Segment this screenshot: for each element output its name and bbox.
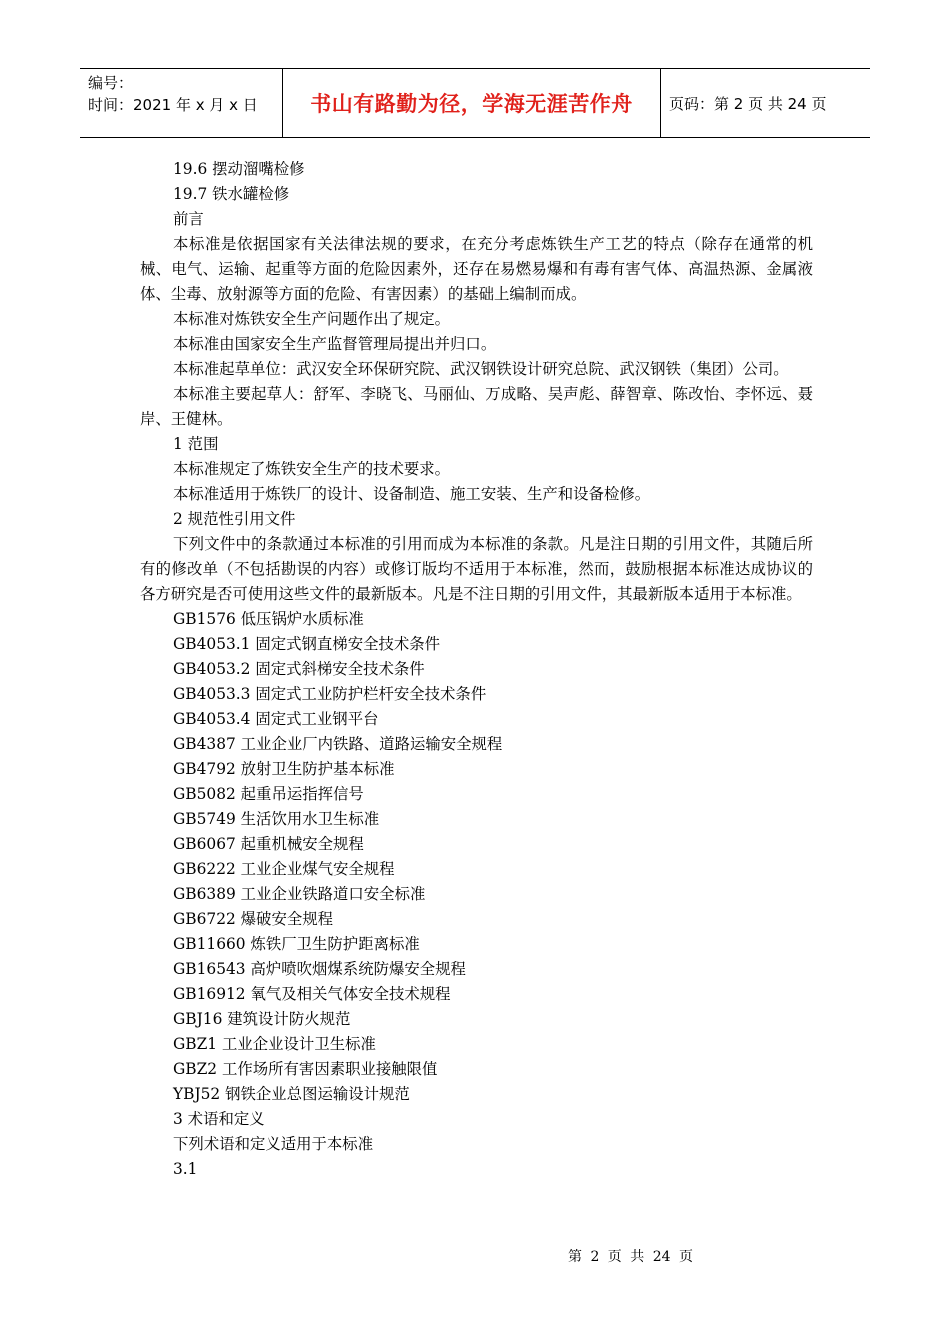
body-line: 19.7 铁水罐检修 <box>173 185 290 203</box>
reference-item: YBJ52 钢铁企业总图运输设计规范 <box>173 1085 410 1103</box>
reference-item: GB4387 工业企业厂内铁路、道路运输安全规程 <box>173 735 503 753</box>
reference-item: GB11660 炼铁厂卫生防护距离标准 <box>173 935 420 953</box>
reference-item: GBZ1 工业企业设计卫生标准 <box>173 1035 376 1053</box>
reference-item: GB4053.2 固定式斜梯安全技术条件 <box>173 660 425 678</box>
reference-item: GB1576 低压锅炉水质标准 <box>173 610 364 628</box>
reference-item: GB6067 起重机械安全规程 <box>173 835 364 853</box>
reference-item: GB4792 放射卫生防护基本标准 <box>173 760 395 778</box>
section-heading: 前言 <box>173 210 204 228</box>
body-paragraph: 本标准对炼铁安全生产问题作出了规定。 <box>173 310 451 328</box>
body-paragraph: 下列术语和定义适用于本标准 <box>173 1135 374 1153</box>
reference-item: GB4053.1 固定式钢直梯安全技术条件 <box>173 635 441 653</box>
body-paragraph: 本标准起草单位：武汉安全环保研究院、武汉钢铁设计研究总院、武汉钢铁（集团）公司。 <box>173 360 789 378</box>
reference-item: GB6389 工业企业铁路道口安全标准 <box>173 885 426 903</box>
document-date: 时间：2021 年 x 月 x 日 <box>88 96 258 114</box>
page-header <box>80 68 870 138</box>
reference-item: GB5749 生活饮用水卫生标准 <box>173 810 380 828</box>
body-paragraph: 本标准主要起草人：舒军、李晓飞、马丽仙、万成略、吴声彪、薛智章、陈改怡、李怀远、聂岸、王健林。 <box>140 385 813 428</box>
reference-item: GB6722 爆破安全规程 <box>173 910 334 928</box>
reference-item: GBZ2 工作场所有害因素职业接触限值 <box>173 1060 438 1078</box>
reference-item: GB5082 起重吊运指挥信号 <box>173 785 364 803</box>
document-body <box>140 157 813 1182</box>
body-paragraph: 下列文件中的条款通过本标准的引用而成为本标准的条款。凡是注日期的引用文件，其随后所有的修改单（不包括勘误的内容）或修订版均不适用于本标准，然而，鼓励根据本标准达成协议的各方研究是否可使用这些文件的最新版本。凡是不注日期的引用文件，其最新版本适用于本标准。 <box>140 535 813 603</box>
document-number-label: 编号： <box>88 74 134 92</box>
reference-item: GB6222 工业企业煤气安全规程 <box>173 860 395 878</box>
header-page-info: 页码：第 2 页 共 24 页 <box>669 94 827 113</box>
section-heading: 3 术语和定义 <box>173 1110 265 1128</box>
body-paragraph: 本标准由国家安全生产监督管理局提出并归口。 <box>173 335 497 353</box>
reference-item: GB16543 高炉喷吹烟煤系统防爆安全规程 <box>173 960 466 978</box>
page-footer: 第 2 页 共 24 页 <box>568 1249 693 1265</box>
reference-item: GB4053.3 固定式工业防护栏杆安全技术条件 <box>173 685 487 703</box>
reference-item: GB16912 氧气及相关气体安全技术规程 <box>173 985 451 1003</box>
section-heading: 1 范围 <box>173 435 219 453</box>
body-line: 19.6 摆动溜嘴检修 <box>173 160 305 178</box>
header-meta <box>80 69 282 137</box>
reference-item: GBJ16 建筑设计防火规范 <box>173 1010 351 1028</box>
clause-number: 3.1 <box>173 1160 198 1178</box>
section-heading: 2 规范性引用文件 <box>173 510 296 528</box>
body-paragraph: 本标准是依据国家有关法律法规的要求，在充分考虑炼铁生产工艺的特点（除存在通常的机械、电气、运输、起重等方面的危险因素外，还存在易燃易爆和有毒有害气体、高温热源、金属液体、尘毒、放射源等方面的危险、有害因素）的基础上编制而成。 <box>140 235 813 303</box>
body-paragraph: 本标准规定了炼铁安全生产的技术要求。 <box>173 460 451 478</box>
body-paragraph: 本标准适用于炼铁厂的设计、设备制造、施工安装、生产和设备检修。 <box>173 485 651 503</box>
header-motto: 书山有路勤为径，学海无涯苦作舟 <box>282 69 661 137</box>
reference-item: GB4053.4 固定式工业钢平台 <box>173 710 379 728</box>
